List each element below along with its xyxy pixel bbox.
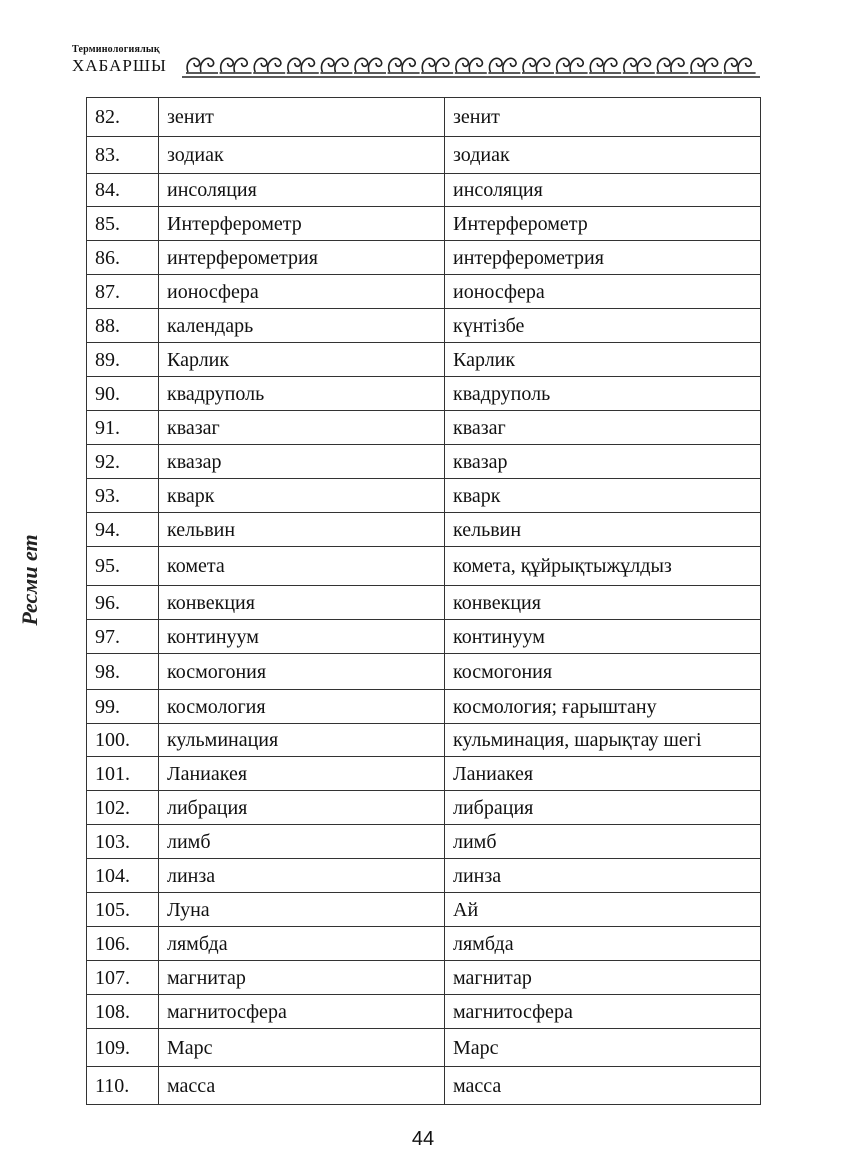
- row-number: 82.: [87, 98, 159, 137]
- table-row: [87, 377, 761, 411]
- header-subtitle: Терминологиялық: [72, 44, 160, 55]
- term-russian: космология: [159, 690, 445, 724]
- table-row: [87, 309, 761, 343]
- table-row: [87, 859, 761, 893]
- term-kazakh: Интерферометр: [445, 207, 761, 241]
- term-russian: квазар: [159, 445, 445, 479]
- row-number: 92.: [87, 445, 159, 479]
- term-kazakh: зодиак: [445, 137, 761, 174]
- table-row: [87, 275, 761, 309]
- term-russian: лимб: [159, 825, 445, 859]
- row-number: 102.: [87, 791, 159, 825]
- table-row: [87, 479, 761, 513]
- table-row: [87, 586, 761, 620]
- term-russian: континуум: [159, 620, 445, 654]
- term-kazakh: Ланиакея: [445, 757, 761, 791]
- term-russian: ионосфера: [159, 275, 445, 309]
- row-number: 85.: [87, 207, 159, 241]
- term-russian: масса: [159, 1067, 445, 1105]
- term-kazakh: лямбда: [445, 927, 761, 961]
- row-number: 105.: [87, 893, 159, 927]
- table-row: [87, 547, 761, 586]
- row-number: 104.: [87, 859, 159, 893]
- row-number: 106.: [87, 927, 159, 961]
- term-russian: космогония: [159, 654, 445, 690]
- term-russian: зенит: [159, 98, 445, 137]
- table-row: [87, 825, 761, 859]
- term-russian: Карлик: [159, 343, 445, 377]
- term-kazakh: кварк: [445, 479, 761, 513]
- row-number: 94.: [87, 513, 159, 547]
- table-row: [87, 927, 761, 961]
- term-russian: Марс: [159, 1029, 445, 1067]
- table-row: [87, 690, 761, 724]
- row-number: 100.: [87, 724, 159, 757]
- term-kazakh: күнтізбе: [445, 309, 761, 343]
- term-kazakh: интерферометрия: [445, 241, 761, 275]
- term-kazakh: магнитар: [445, 961, 761, 995]
- term-kazakh: кульминация, шарықтау шегі: [445, 724, 761, 757]
- row-number: 86.: [87, 241, 159, 275]
- table-row: [87, 995, 761, 1029]
- term-kazakh: ионосфера: [445, 275, 761, 309]
- header-title: ХАБАРШЫ: [72, 56, 167, 75]
- table-row: [87, 620, 761, 654]
- term-russian: магнитар: [159, 961, 445, 995]
- term-russian: магнитосфера: [159, 995, 445, 1029]
- row-number: 93.: [87, 479, 159, 513]
- table-row: [87, 411, 761, 445]
- row-number: 97.: [87, 620, 159, 654]
- term-russian: лямбда: [159, 927, 445, 961]
- page-number: 44: [411, 1128, 435, 1150]
- term-russian: кульминация: [159, 724, 445, 757]
- row-number: 84.: [87, 174, 159, 207]
- table-row: [87, 445, 761, 479]
- row-number: 103.: [87, 825, 159, 859]
- term-russian: либрация: [159, 791, 445, 825]
- row-number: 89.: [87, 343, 159, 377]
- term-russian: квазаг: [159, 411, 445, 445]
- table-row: [87, 137, 761, 174]
- table-row: [87, 174, 761, 207]
- table-row: [87, 207, 761, 241]
- term-kazakh: Ай: [445, 893, 761, 927]
- term-russian: комета: [159, 547, 445, 586]
- row-number: 101.: [87, 757, 159, 791]
- row-number: 88.: [87, 309, 159, 343]
- term-kazakh: лимб: [445, 825, 761, 859]
- table-row: [87, 654, 761, 690]
- term-russian: линза: [159, 859, 445, 893]
- term-kazakh: квадруполь: [445, 377, 761, 411]
- table-row: [87, 961, 761, 995]
- term-kazakh: либрация: [445, 791, 761, 825]
- row-number: 83.: [87, 137, 159, 174]
- terms-table: [86, 97, 761, 1105]
- row-number: 87.: [87, 275, 159, 309]
- row-number: 95.: [87, 547, 159, 586]
- term-kazakh: космогония: [445, 654, 761, 690]
- term-kazakh: кельвин: [445, 513, 761, 547]
- table-row: [87, 724, 761, 757]
- term-russian: инсоляция: [159, 174, 445, 207]
- term-kazakh: комета, құйрықтыжұлдыз: [445, 547, 761, 586]
- table-row: [87, 791, 761, 825]
- term-russian: интерферометрия: [159, 241, 445, 275]
- row-number: 96.: [87, 586, 159, 620]
- row-number: 98.: [87, 654, 159, 690]
- table-row: [87, 1067, 761, 1105]
- term-russian: Интерферометр: [159, 207, 445, 241]
- table-row: [87, 757, 761, 791]
- term-russian: кельвин: [159, 513, 445, 547]
- term-russian: кварк: [159, 479, 445, 513]
- table-row: [87, 1029, 761, 1067]
- table-row: [87, 98, 761, 137]
- table-row: [87, 241, 761, 275]
- table-row: [87, 893, 761, 927]
- row-number: 90.: [87, 377, 159, 411]
- section-label: Ресми ет: [17, 534, 42, 626]
- term-kazakh: Марс: [445, 1029, 761, 1067]
- table-row: [87, 513, 761, 547]
- term-kazakh: квазаг: [445, 411, 761, 445]
- row-number: 108.: [87, 995, 159, 1029]
- term-kazakh: Карлик: [445, 343, 761, 377]
- header-ornament: [182, 48, 760, 78]
- term-russian: конвекция: [159, 586, 445, 620]
- term-russian: календарь: [159, 309, 445, 343]
- page-header: [72, 44, 762, 80]
- term-kazakh: инсоляция: [445, 174, 761, 207]
- term-russian: квадруполь: [159, 377, 445, 411]
- row-number: 110.: [87, 1067, 159, 1105]
- term-kazakh: конвекция: [445, 586, 761, 620]
- term-kazakh: зенит: [445, 98, 761, 137]
- table-row: [87, 343, 761, 377]
- term-russian: Ланиакея: [159, 757, 445, 791]
- row-number: 109.: [87, 1029, 159, 1067]
- term-russian: Луна: [159, 893, 445, 927]
- term-russian: зодиак: [159, 137, 445, 174]
- row-number: 107.: [87, 961, 159, 995]
- term-kazakh: линза: [445, 859, 761, 893]
- terms-table-body: [87, 98, 761, 1105]
- term-kazakh: континуум: [445, 620, 761, 654]
- row-number: 91.: [87, 411, 159, 445]
- term-kazakh: масса: [445, 1067, 761, 1105]
- term-kazakh: космология; ғарыштану: [445, 690, 761, 724]
- term-kazakh: квазар: [445, 445, 761, 479]
- term-kazakh: магнитосфера: [445, 995, 761, 1029]
- row-number: 99.: [87, 690, 159, 724]
